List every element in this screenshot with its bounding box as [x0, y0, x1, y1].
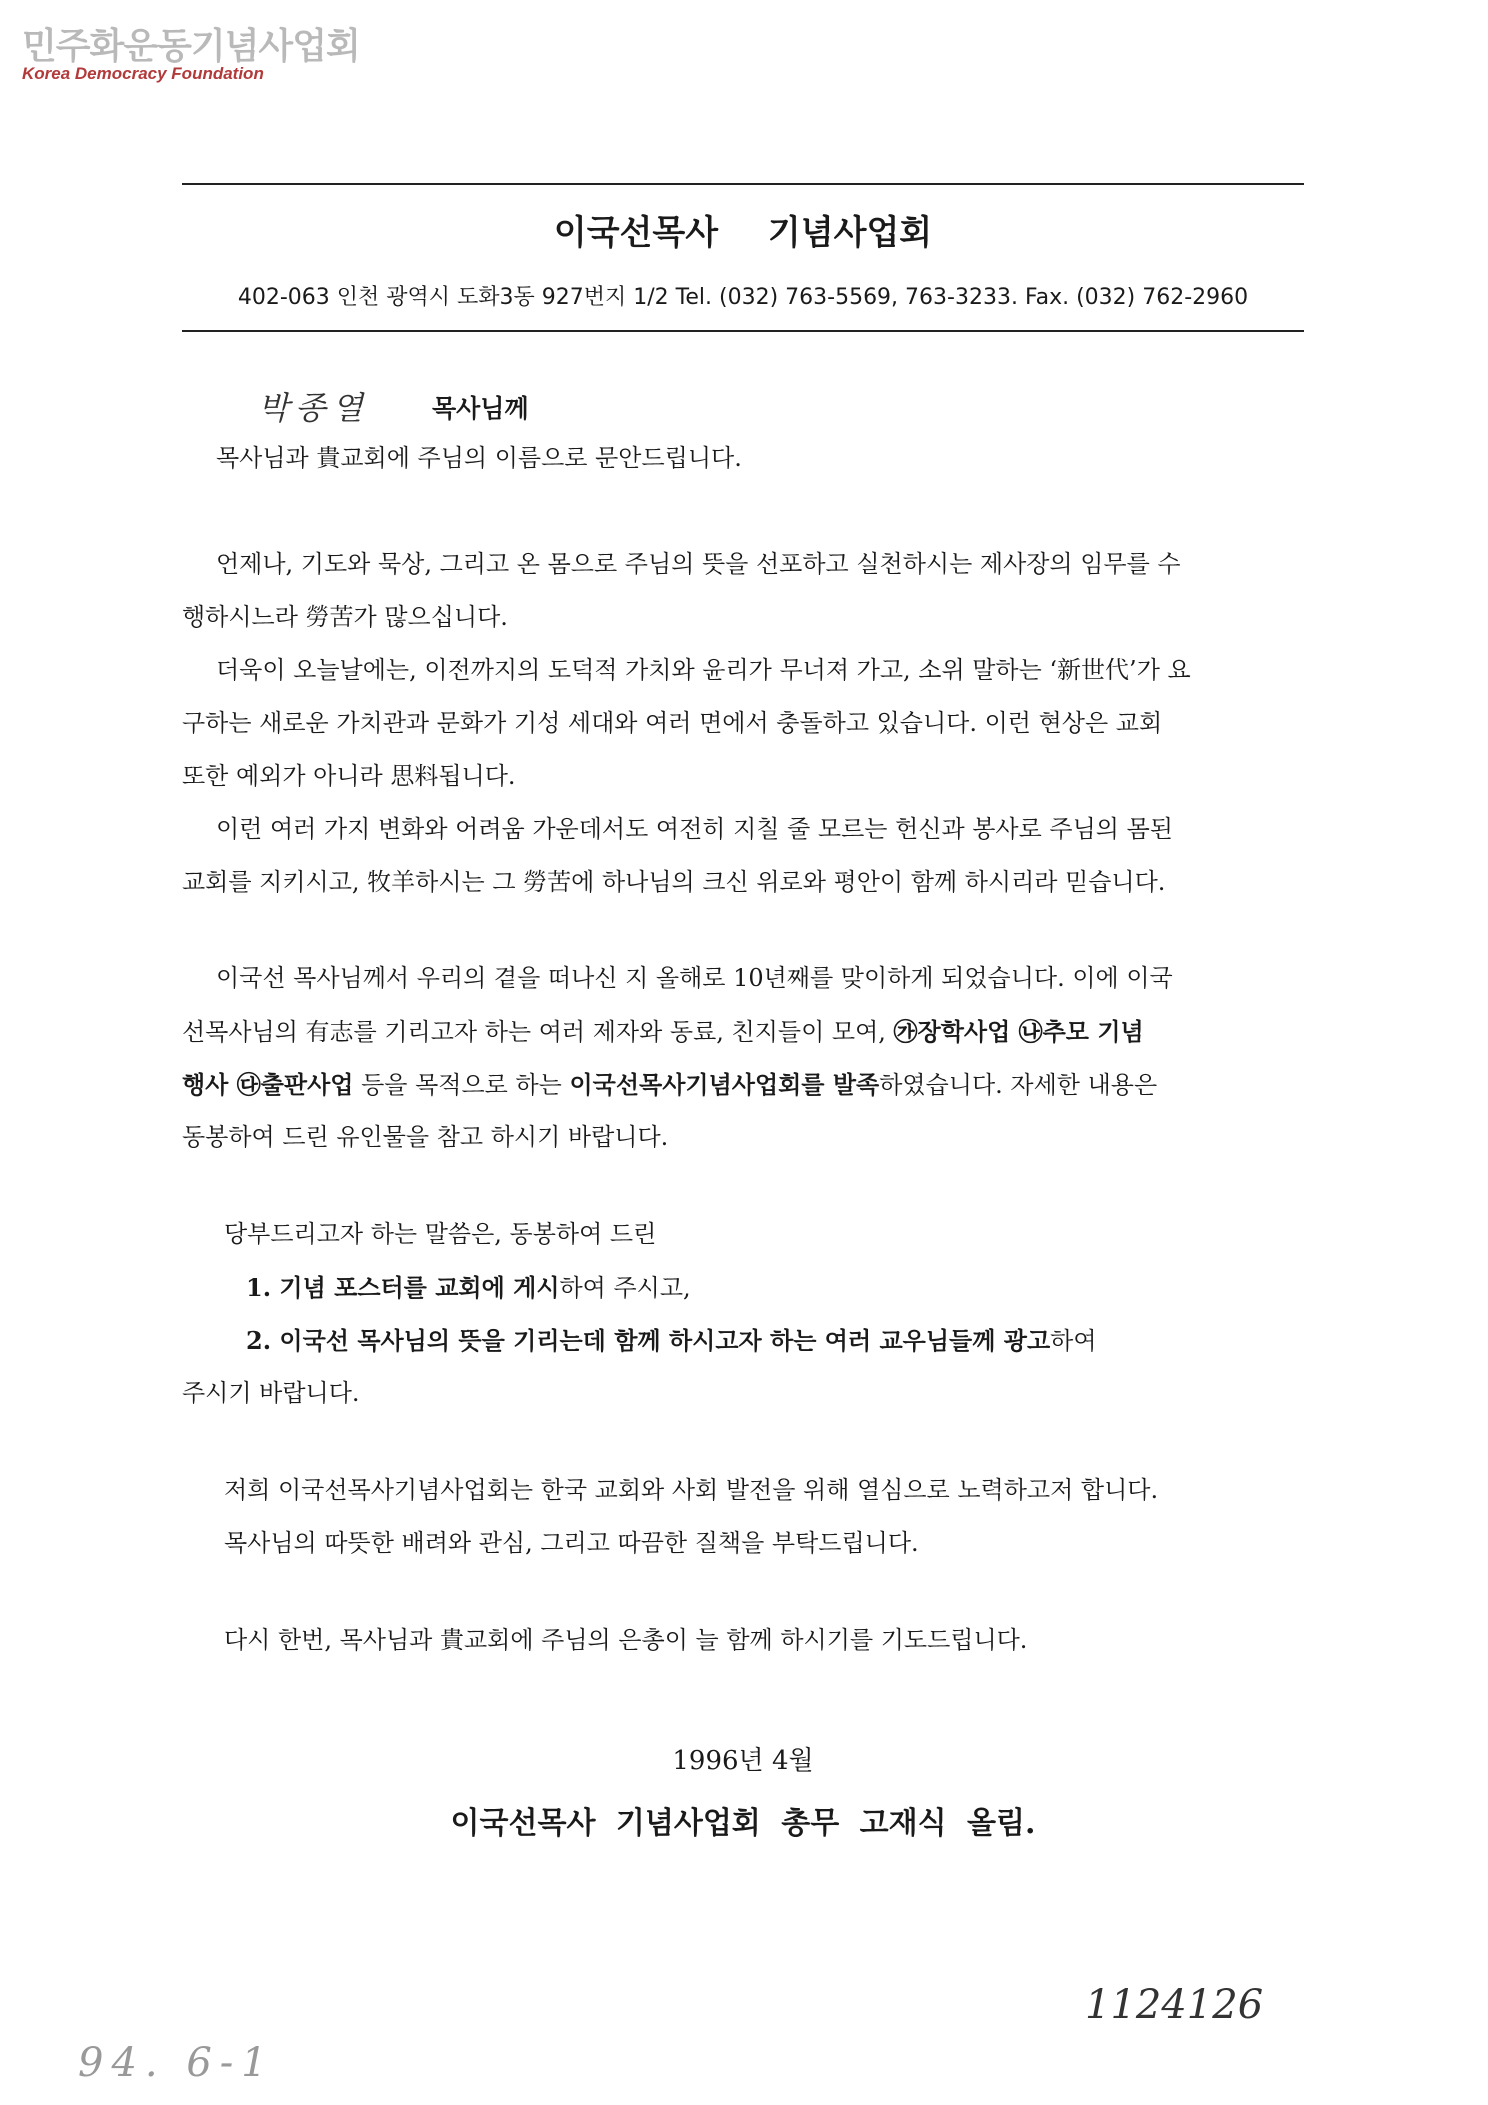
request-item-1-rest: 하여 주시고,	[559, 1274, 691, 1302]
paragraph-4-line-1: 이국선 목사님께서 우리의 곁을 떠나신 지 올해로 10년째를 맞이하게 되었습니다. 이에 이국	[216, 964, 1173, 992]
request-tail: 주시기 바랍니다.	[182, 1379, 360, 1407]
paragraph-4-purpose-text: 등을 목적으로 하는	[353, 1071, 570, 1099]
request-intro: 당부드리고자 하는 말씀은, 동봉하여 드린	[224, 1220, 657, 1248]
paragraph-1-line-2: 행하시느라 勞苦가 많으십니다.	[182, 603, 508, 631]
request-item-2-bold: 2. 이국선 목사님의 뜻을 기리는데 함께 하시고자 하는 여러 교우님들께 광고	[246, 1326, 1051, 1355]
greeting-line: 목사님과 貴교회에 주님의 이름으로 문안드립니다.	[216, 444, 742, 472]
handwritten-recipient-name: 박종열	[258, 389, 369, 427]
paragraph-3-line-2: 교회를 지키시고, 牧羊하시는 그 勞苦에 하나님의 크신 위로와 평안이 함께 하시리라 믿습니다.	[182, 868, 1166, 896]
letter-date: 1996년 4월	[672, 1746, 814, 1776]
letterhead-org-name: 이국선목사 기념사업회	[553, 213, 933, 253]
paragraph-4-line-4: 동봉하여 드린 유인물을 참고 하시기 바랍니다.	[182, 1123, 669, 1151]
handwritten-lower-left-mark: 94. 6-1	[78, 2040, 275, 2086]
request-item-2-rest: 하여	[1050, 1327, 1097, 1355]
salutation: 목사님께	[432, 394, 529, 423]
paragraph-2-line-1: 더욱이 오늘날에는, 이전까지의 도덕적 가치와 윤리가 무너져 가고, 소위 말하는 ‘新世代’가 요	[216, 656, 1191, 684]
paragraph-4-line-2	[182, 1005, 1144, 1059]
signature-line: 이국선목사 기념사업회 총무 고재식 올림.	[450, 1806, 1036, 1841]
request-item-1	[246, 1261, 691, 1315]
paragraph-4-projects-bold: ㉮장학사업 ㉯추모 기념	[893, 1017, 1144, 1046]
paragraph-6-line-2: 목사님의 따뜻한 배려와 관심, 그리고 따끔한 질책을 부탁드립니다.	[224, 1529, 919, 1557]
letterhead-address: 402-063 인천 광역시 도화3동 927번지 1/2 Tel. (032) 763-5569, 763-3233. Fax. (032) 762-2960	[237, 285, 1249, 310]
paragraph-4-founding-bold: 이국선목사기념사업회를 발족	[569, 1070, 880, 1099]
paragraph-2-line-2: 구하는 새로운 가치관과 문화가 기성 세대와 여러 면에서 충돌하고 있습니다. 이런 현상은 교회	[182, 709, 1163, 737]
paragraph-3-line-1: 이런 여러 가지 변화와 어려움 가운데서도 여전히 지칠 줄 모르는 헌신과 봉사로 주님의 몸된	[216, 815, 1173, 843]
handwritten-archive-number: 1124126	[1085, 1982, 1264, 2028]
paragraph-1-line-1: 언제나, 기도와 묵상, 그리고 온 몸으로 주님의 뜻을 선포하고 실천하시는 제사장의 임무를 수	[216, 550, 1181, 578]
foundation-logo-korean: 민주화운동기념사업회	[22, 26, 360, 67]
paragraph-4-publishing-bold: 행사 ㉰출판사업	[182, 1070, 354, 1099]
request-item-1-bold: 1. 기념 포스터를 교회에 게시	[246, 1273, 560, 1302]
foundation-logo-english: Korea Democracy Foundation	[22, 64, 264, 83]
request-item-2	[246, 1314, 1097, 1368]
paragraph-4-line-3-end: 하였습니다. 자세한 내용은	[879, 1071, 1158, 1099]
header-top-rule	[182, 183, 1304, 185]
closing-prayer-line: 다시 한번, 목사님과 貴교회에 주님의 은총이 늘 함께 하시기를 기도드립니다.	[224, 1626, 1028, 1654]
paragraph-4-line-3	[182, 1058, 1157, 1112]
paragraph-4-line-2-text: 선목사님의 有志를 기리고자 하는 여러 제자와 동료, 친지들이 모여,	[182, 1018, 894, 1046]
header-bottom-rule	[182, 330, 1304, 332]
paragraph-6-line-1: 저희 이국선목사기념사업회는 한국 교회와 사회 발전을 위해 열심으로 노력하고저 합니다.	[224, 1476, 1159, 1504]
paragraph-2-line-3: 또한 예외가 아니라 思料됩니다.	[182, 762, 516, 790]
